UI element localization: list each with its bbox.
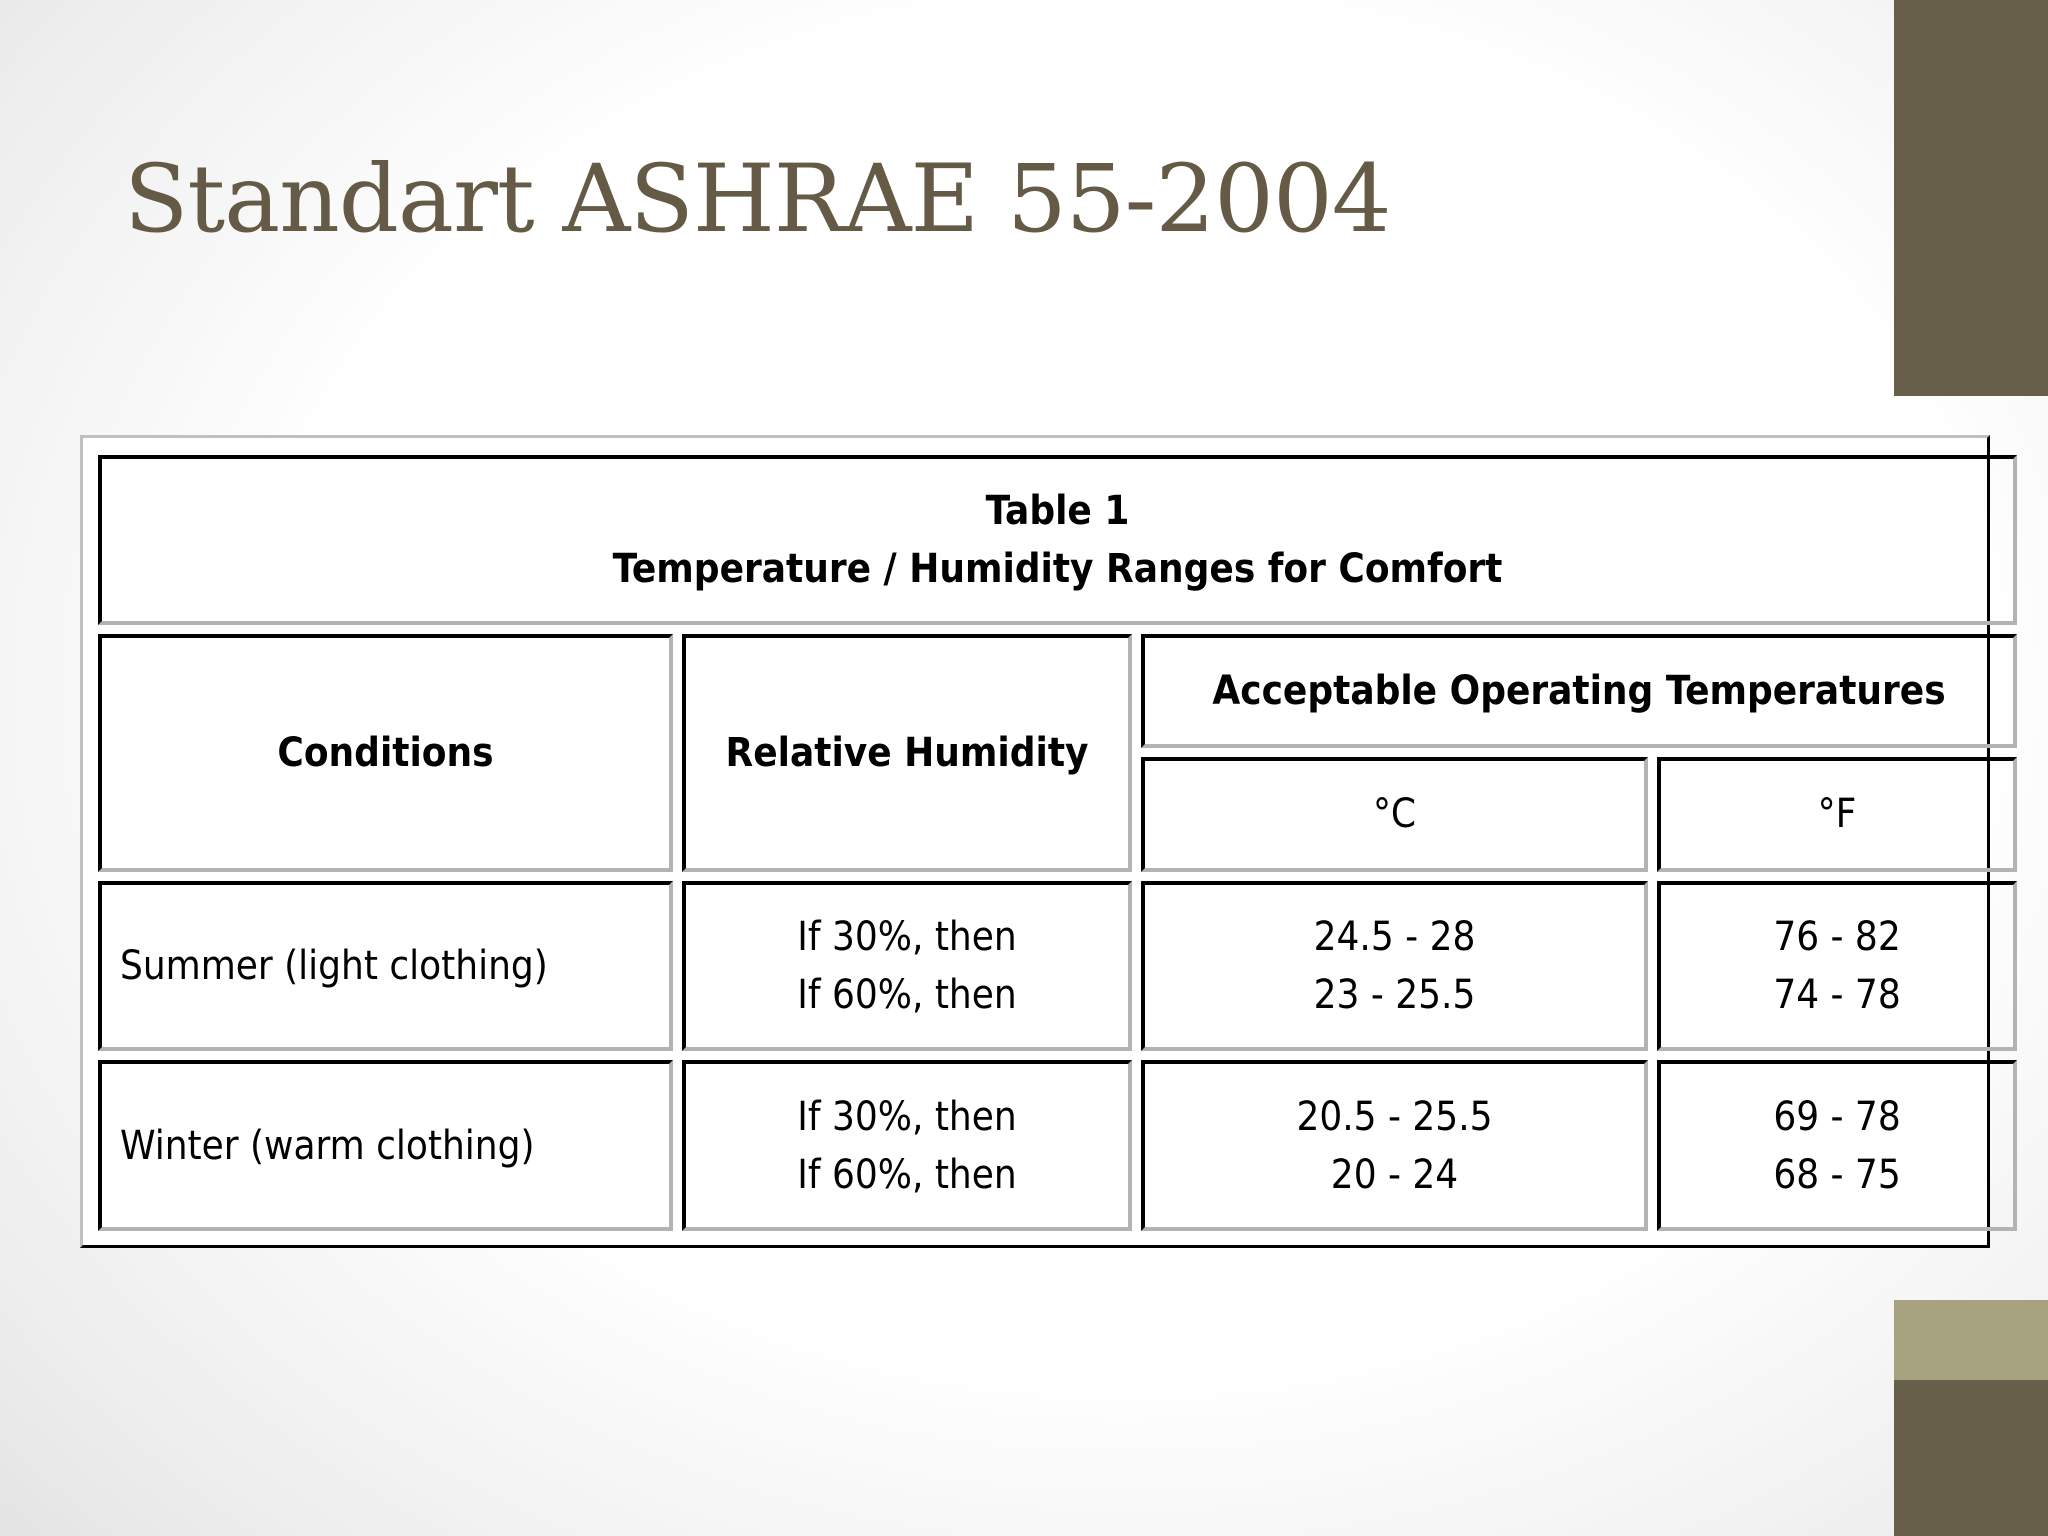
table-caption bbox=[98, 455, 2017, 625]
celsius-range: 23 - 25.5 bbox=[1313, 971, 1476, 1018]
header-conditions: Conditions bbox=[98, 634, 673, 872]
table-row bbox=[98, 1060, 2017, 1231]
humidity-value: If 60%, then bbox=[797, 971, 1017, 1018]
header-celsius: °C bbox=[1141, 757, 1648, 871]
humidity-value: If 60%, then bbox=[797, 1151, 1017, 1198]
fahrenheit-range: 76 - 82 bbox=[1773, 913, 1901, 960]
header-relative-humidity: Relative Humidity bbox=[682, 634, 1132, 872]
table-row bbox=[98, 881, 2017, 1052]
condition-cell: Winter (warm clothing) bbox=[98, 1060, 673, 1231]
fahrenheit-range: 69 - 78 bbox=[1773, 1093, 1901, 1140]
header-operating-temperatures: Acceptable Operating Temperatures bbox=[1141, 634, 2017, 748]
table-caption-title: Table 1 bbox=[985, 487, 1130, 534]
humidity-cell bbox=[682, 1060, 1132, 1231]
humidity-value: If 30%, then bbox=[797, 1093, 1017, 1140]
fahrenheit-cell bbox=[1657, 881, 2017, 1052]
accent-bar-bottom bbox=[1894, 1380, 2048, 1536]
slide-title: Standart ASHRAE 55-2004 bbox=[124, 145, 1391, 254]
fahrenheit-range: 74 - 78 bbox=[1773, 971, 1901, 1018]
celsius-cell bbox=[1141, 1060, 1648, 1231]
celsius-range: 20.5 - 25.5 bbox=[1296, 1093, 1493, 1140]
accent-bar-light bbox=[1894, 1300, 2048, 1380]
fahrenheit-cell bbox=[1657, 1060, 2017, 1231]
header-fahrenheit: °F bbox=[1657, 757, 2017, 871]
fahrenheit-range: 68 - 75 bbox=[1773, 1151, 1901, 1198]
humidity-cell bbox=[682, 881, 1132, 1052]
comfort-table bbox=[89, 446, 2026, 1240]
accent-bar-top bbox=[1894, 0, 2048, 396]
celsius-range: 20 - 24 bbox=[1330, 1151, 1459, 1198]
condition-cell: Summer (light clothing) bbox=[98, 881, 673, 1052]
table-caption-subtitle: Temperature / Humidity Ranges for Comfort bbox=[612, 545, 1503, 592]
humidity-value: If 30%, then bbox=[797, 913, 1017, 960]
comfort-table-frame bbox=[80, 435, 1990, 1248]
celsius-range: 24.5 - 28 bbox=[1313, 913, 1476, 960]
celsius-cell bbox=[1141, 881, 1648, 1052]
